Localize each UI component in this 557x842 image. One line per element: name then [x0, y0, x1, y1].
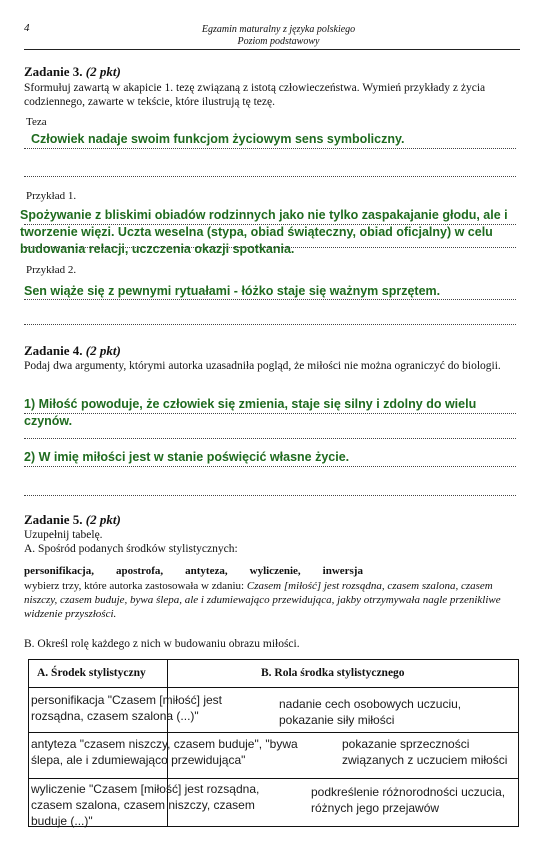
header-rule	[24, 49, 520, 50]
task3-title: Zadanie 3.	[24, 64, 83, 79]
page-number: 4	[24, 22, 30, 34]
task4-heading	[24, 343, 121, 359]
example1-label: Przykład 1.	[26, 190, 77, 202]
exam-title: Egzamin maturalny z języka polskiego	[201, 24, 356, 35]
task5-heading	[24, 512, 121, 528]
task4-instruction: Podaj dwa argumenty, którymi autorka uzasadniła pogląd, że miłości nie można ograniczyć do biologii.	[24, 360, 501, 372]
means-item: personifikacja,	[24, 565, 94, 577]
column-header-a: A. Środek stylistyczny	[37, 667, 146, 679]
answer-line	[24, 413, 516, 414]
task4-title: Zadanie 4.	[24, 343, 83, 358]
quoted-sentence: Czasem [miłość] jest rozsądna, czasem szalona, czasem niszczy, czasem buduje, bywa ślepa, ale i zdumiewająco przewidująca, jakby otrzymywała nagle przenikliwe widzenie przyszłości.	[24, 580, 501, 620]
row-divider	[29, 687, 518, 688]
row-divider	[29, 778, 518, 779]
task4-answer-2[interactable]: 2) W imię miłości jest w stanie poświęcić własne życie.	[24, 450, 350, 464]
table-row-3-role[interactable]: podkreślenie różnorodności uczucia, różnych jego przejawów	[311, 785, 506, 815]
task5-points: (2 pkt)	[85, 512, 121, 527]
row-divider	[29, 732, 518, 733]
teza-answer[interactable]: Człowiek nadaje swoim funkcjom życiowym sens symboliczny.	[31, 132, 405, 146]
answer-line	[24, 438, 516, 439]
task4-answer-1[interactable]: 1) Miłość powoduje, że człowiek się zmienia, staje się silny i zdolny do wielu czynów.	[24, 397, 477, 428]
means-item: antyteza,	[185, 565, 228, 577]
stylistic-means-list	[24, 561, 381, 579]
task5-part-b: B. Określ rolę każdego z nich w budowaniu obrazu miłości.	[24, 638, 300, 650]
answer-line	[24, 148, 516, 149]
choose-prefix: wybierz trzy, które autorka zastosowała w zdaniu:	[24, 580, 245, 592]
table-row-2-role[interactable]: pokazanie sprzeczności związanych z uczuciem miłości	[342, 737, 508, 767]
means-item: wyliczenie,	[249, 565, 301, 577]
task3-points: (2 pkt)	[85, 64, 121, 79]
answer-line	[24, 299, 516, 300]
task5-part-a: A. Spośród podanych środków stylistycznych:	[24, 543, 238, 555]
example1-answer[interactable]: Spożywanie z bliskimi obiadów rodzinnych jako nie tylko zaspakajanie głodu, ale i tworzenie więzi. Uczta weselna (stypa, obiad świąteczny, obiad oficjalny) w celu budowania relacji, uczczenia okazji spotkania.	[20, 208, 508, 256]
task5-title: Zadanie 5.	[24, 512, 83, 527]
answer-line	[24, 247, 516, 248]
table-row-2-means[interactable]: antyteza "czasem niszczy, czasem buduje", "bywa ślepa, ale i zdumiewająco przewidująca"	[31, 737, 298, 767]
answer-line	[24, 495, 516, 496]
task4-points: (2 pkt)	[85, 343, 121, 358]
answer-line	[24, 324, 516, 325]
exam-level: Poziom podstawowy	[237, 36, 320, 47]
example2-label: Przykład 2.	[26, 264, 77, 276]
answer-line	[24, 224, 516, 225]
answer-table	[28, 659, 519, 827]
table-row-3-means[interactable]: wyliczenie "Czasem [miłość] jest rozsądna, czasem szalona, czasem niszczy, czasem buduje (...)"	[31, 782, 260, 828]
task3-instruction: Sformułuj zawartą w akapicie 1. tezę związaną z istotą człowieczeństwa. Wymień przykłady z życia codziennego, zawarte w tekście, które ilustrują tę tezę.	[24, 82, 486, 108]
task5-intro: Uzupełnij tabelę.	[24, 529, 103, 541]
example2-answer[interactable]: Sen wiąże się z pewnymi rytuałami - łóżko staje się ważnym sprzętem.	[24, 284, 441, 298]
answer-line	[24, 176, 516, 177]
column-header-b: B. Rola środka stylistycznego	[261, 667, 405, 679]
task5-choose	[24, 579, 520, 621]
teza-label: Teza	[26, 116, 47, 128]
answer-line	[24, 466, 516, 467]
means-item: inwersja	[322, 565, 363, 577]
table-row-1-role[interactable]: nadanie cech osobowych uczuciu, pokazanie siły miłości	[279, 697, 462, 727]
table-row-1-means[interactable]: personifikacja "Czasem [miłość] jest rozsądna, czasem szalona (...)"	[31, 693, 222, 723]
task3-heading	[24, 64, 121, 80]
means-item: apostrofa,	[115, 565, 164, 577]
